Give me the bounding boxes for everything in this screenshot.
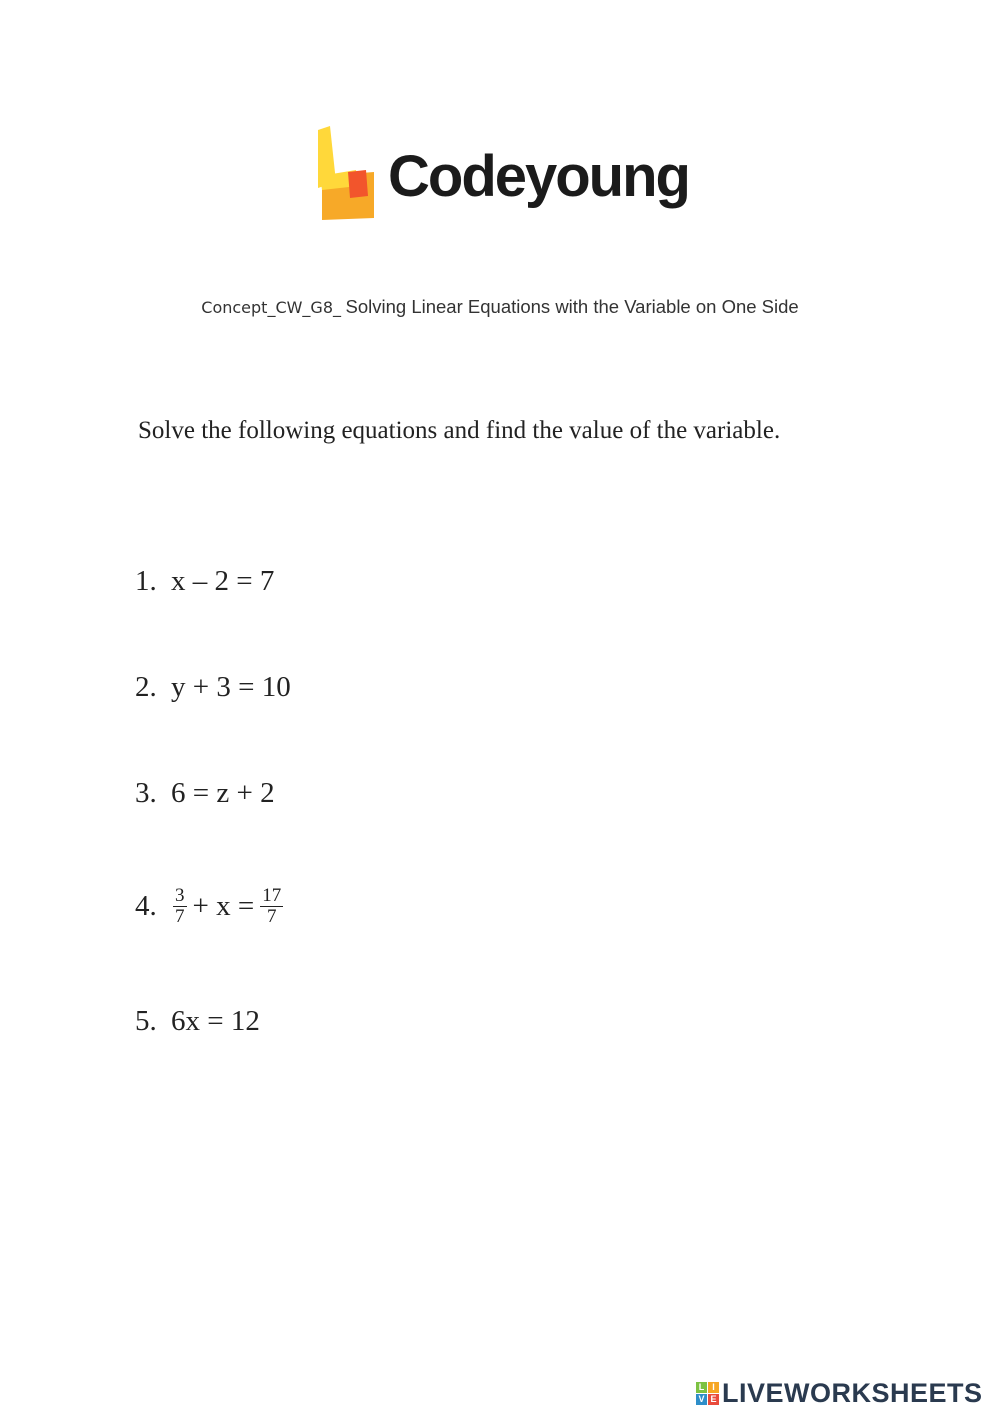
question-5 — [135, 991, 260, 1051]
worksheet-subtitle — [0, 296, 1000, 318]
subtitle-topic: Solving Linear Equations with the Variable on One Side — [345, 296, 799, 317]
fraction-seventeen-sevenths — [260, 886, 283, 927]
question-equation: x – 2 = 7 — [171, 564, 275, 597]
question-number: 2. — [135, 670, 157, 703]
question-equation: y + 3 = 10 — [171, 670, 291, 703]
brand-name: Codeyoung — [388, 144, 689, 209]
question-3 — [135, 763, 275, 823]
icon-letter-v: V — [696, 1394, 707, 1405]
question-equation: 6x = 12 — [171, 1004, 260, 1037]
question-number: 1. — [135, 564, 157, 597]
liveworksheets-name: LIVEWORKSHEETS — [722, 1377, 983, 1408]
icon-letter-e: E — [708, 1394, 719, 1405]
icon-letter-i: I — [708, 1382, 719, 1393]
codeyoung-logo-icon — [312, 126, 378, 222]
question-number: 5. — [135, 1004, 157, 1037]
subtitle-code: Concept_CW_G8_ — [201, 298, 342, 317]
question-number: 4. — [135, 889, 157, 922]
fraction-denominator: 7 — [266, 905, 277, 927]
instruction-text: Solve the following equations and find the value of the variable. — [138, 417, 781, 444]
fraction-three-sevenths — [173, 886, 187, 927]
brand-logo — [312, 126, 712, 236]
fraction-numerator: 3 — [175, 884, 185, 906]
icon-letter-l: L — [696, 1382, 707, 1393]
question-equation: 6 = z + 2 — [171, 776, 275, 809]
question-number: 3. — [135, 776, 157, 809]
fraction-denominator: 7 — [175, 905, 185, 927]
question-1 — [135, 551, 274, 611]
question-4 — [135, 876, 285, 936]
question-equation-middle: + x = — [192, 889, 255, 922]
fraction-numerator: 17 — [262, 884, 282, 906]
liveworksheets-icon — [696, 1382, 719, 1405]
question-2 — [135, 657, 291, 717]
liveworksheets-logo — [696, 1376, 983, 1410]
